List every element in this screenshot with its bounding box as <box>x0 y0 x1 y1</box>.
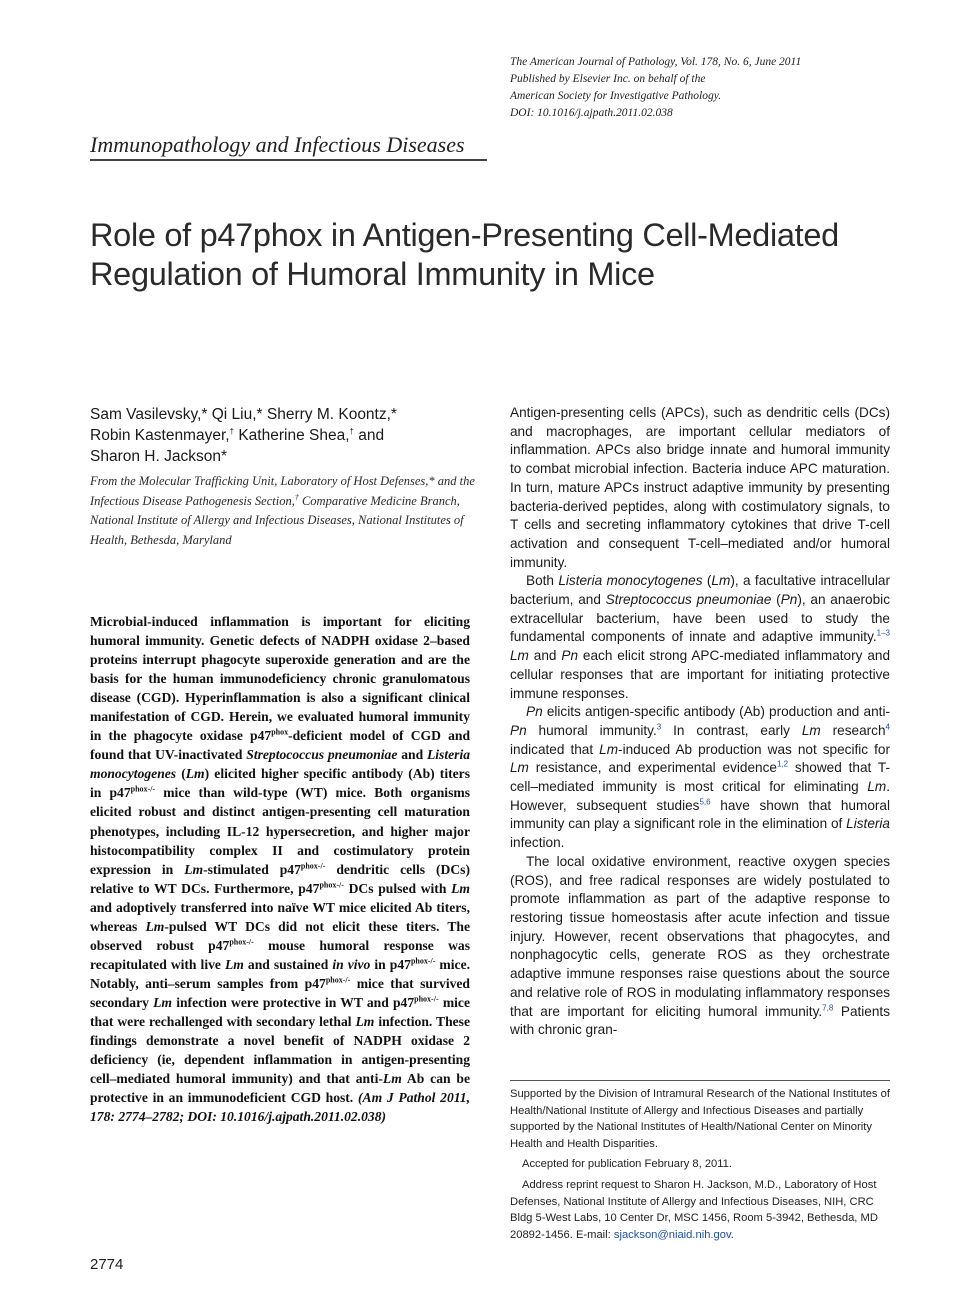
author-line-3: Sharon H. Jackson* <box>90 448 227 465</box>
reference-link[interactable]: 7,8 <box>822 1002 834 1012</box>
reference-link[interactable]: 1,2 <box>776 759 789 769</box>
reference-link[interactable]: 1–3 <box>876 628 890 638</box>
author-list: Sam Vasilevsky,* Qi Liu,* Sherry M. Koontz,* Robin Kastenmayer,† Katherine Shea,† and Sharon H. Jackson* <box>90 406 397 465</box>
affiliations: From the Molecular Trafficking Unit, Laboratory of Host Defenses,* and the Infectious Disease Pathogenesis Section,† Comparative Medicine Branch, National Institute of Allergy and Infectious Diseases, National Institutes of Health, Bethesda, Maryland <box>90 474 475 547</box>
article-title: Role of p47phox in Antigen-Presenting Cell-Mediated Regulation of Humoral Immunity in Mice <box>90 217 839 292</box>
journal-citation: The American Journal of Pathology, Vol. 178, No. 6, June 2011 <box>510 56 802 68</box>
author-line-1: Sam Vasilevsky,* Qi Liu,* Sherry M. Koontz,* <box>90 406 397 423</box>
reprint-note: Address reprint request to Sharon H. Jackson, M.D., Laboratory of Host Defenses, National Institute of Allergy and Infectious Diseases, NIH, CRC Bldg 5-West Labs, 10 Center Dr, MSC 1456, Room 5-3942, Bethesda, MD 20892-1456. E-mail: sjackson@niaid.nih.gov. <box>510 1178 878 1241</box>
accepted-note: Accepted for publication February 8, 2011. <box>522 1158 732 1171</box>
support-note: Supported by the Division of Intramural Research of the National Institutes of Health/National Institute of Allergy and Infectious Diseases and partially supported by the National Institutes of Health/National Center on Minority Health and Health Disparities. <box>510 1088 890 1150</box>
abstract: Microbial-induced inflammation is important for eliciting humoral immunity. Genetic defects of NADPH oxidase 2–based proteins interrupt phagocyte superoxide generation and are the basis for the human immunodeficiency chronic granulomatous disease (CGD). Hyperinflammation is also a significant clinical manifestation of CGD. Herein, we evaluated humoral immunity in the phagocyte oxidase $p47^{phox}$-deficient model of CGD and found that UV-inactivated Streptococcus pneumoniae and Listeria monocytogenes (Lm) elicited higher specific antibody (Ab) titers in $p47^{phox-/-}$ mice than wild-type (WT) mice. Both organisms elicited robust and distinct antigen-presenting cell maturation phenotypes, including IL-12 hypersecretion, and higher major histocompatibility complex II and costimulatory protein expression in Lm-stimulated $p47^{phox-/-}$ dendritic cells (DCs) relative to WT DCs. Furthermore, $p47^{phox-/-}$ DCs pulsed with Lm and adoptively transferred into naïve WT mice elicited Ab titers, whereas Lm-pulsed WT DCs did not elicit these titers. The observed robust $p47^{phox-/-}$ mouse humoral response was recapitulated with live Lm and sustained in vivo in $p47^{phox-/-}$ mice. Notably, anti–serum samples from $p47^{phox-/-}$ mice that survived secondary Lm infection were protective in WT and $p47^{phox-/-}$ mice that were rechallenged with secondary lethal Lm infection. These findings demonstrate a novel benefit of NADPH oxidase 2 deficiency (ie, dependent inflammation in antigen-presenting cell–mediated humoral immunity) and that anti-Lm Ab can be protective in an immunodeficient CGD host. (Am J Pathol 2011, 178: 2774–2782; DOI: 10.1016/j.ajpath.2011.02.038) <box>90 614 471 1125</box>
reference-link[interactable]: 4 <box>885 722 890 732</box>
reference-link[interactable]: 3 <box>656 722 662 732</box>
footnote-rule <box>510 1080 890 1081</box>
section-heading: Immunopathology and Infectious Diseases <box>90 132 465 157</box>
section-rule <box>90 159 487 161</box>
email-link[interactable]: sjackson@niaid.nih.gov <box>613 1228 731 1241</box>
body-text <box>510 404 890 1040</box>
page-number: 2774 <box>90 1256 124 1273</box>
publisher-line: Published by Elsevier Inc. on behalf of the <box>510 73 706 85</box>
paragraph-1: Antigen-presenting cells (APCs), such as dendritic cells (DCs) and macrophages, are important cellular mediators of inflammation. APCs also bridge innate and humoral immunity to combat microbial infection. Bacteria induce APC maturation. In turn, mature APCs instruct adaptive immunity by presenting bacteria-derived peptides, along with costimulatory signals, to T cells and secreting inflammatory cytokines that drive T-cell activation and consequent T-cell–mediated and/or humoral immunity. <box>510 405 890 570</box>
paragraph-3: Pn elicits antigen-specific antibody (Ab) production and anti-Pn humoral immunity.$^3$ In contrast, early Lm research$^4$ indicated that Lm-induced Ab production was not specific for Lm resistance, and experimental evidence$^{1,2}$ showed that T-cell–mediated immunity is most critical for eliminating Lm. However, subsequent studies$^{5,6}$ have shown that humoral immunity can play a significant role in the elimination of Listeria infection. <box>510 704 890 851</box>
society-line: American Society for Investigative Pathology. <box>510 90 722 102</box>
paragraph-4: The local oxidative environment, reactive oxygen species (ROS), and free radical responses are widely postulated to promote inflammation as part of the adaptive response to restoring tissue homeostasis after acute infection and tissue injury. However, recent observations that phagocytes, and nonphagocytic cells, generate ROS as they orchestrate adaptive immune responses raise questions about the source and relative role of ROS in modulating inflammatory responses that are important for eliciting humoral immunity.$^{7,8}$ Patients with chronic gran- <box>510 853 890 1038</box>
paragraph-2: Both Listeria monocytogenes (Lm), a facultative intracellular bacterium, and Streptococcus pneumoniae (Pn), an anaerobic extracellular bacterium, have been used to study the fundamental components of innate and adaptive immunity.$^{1-3}$ Lm and Pn each elicit strong APC-mediated inflammatory and cellular responses that are important for initiating protective immune responses. <box>510 573 891 701</box>
footnotes <box>510 1086 890 1247</box>
reference-link[interactable]: 5,6 <box>699 797 711 807</box>
abstract-citation: (Am J Pathol 2011, 178: 2774–2782; DOI: 10.1016/j.ajpath.2011.02.038) <box>90 1090 470 1125</box>
doi-line: DOI: 10.1016/j.ajpath.2011.02.038 <box>510 107 673 119</box>
journal-header <box>510 54 930 122</box>
